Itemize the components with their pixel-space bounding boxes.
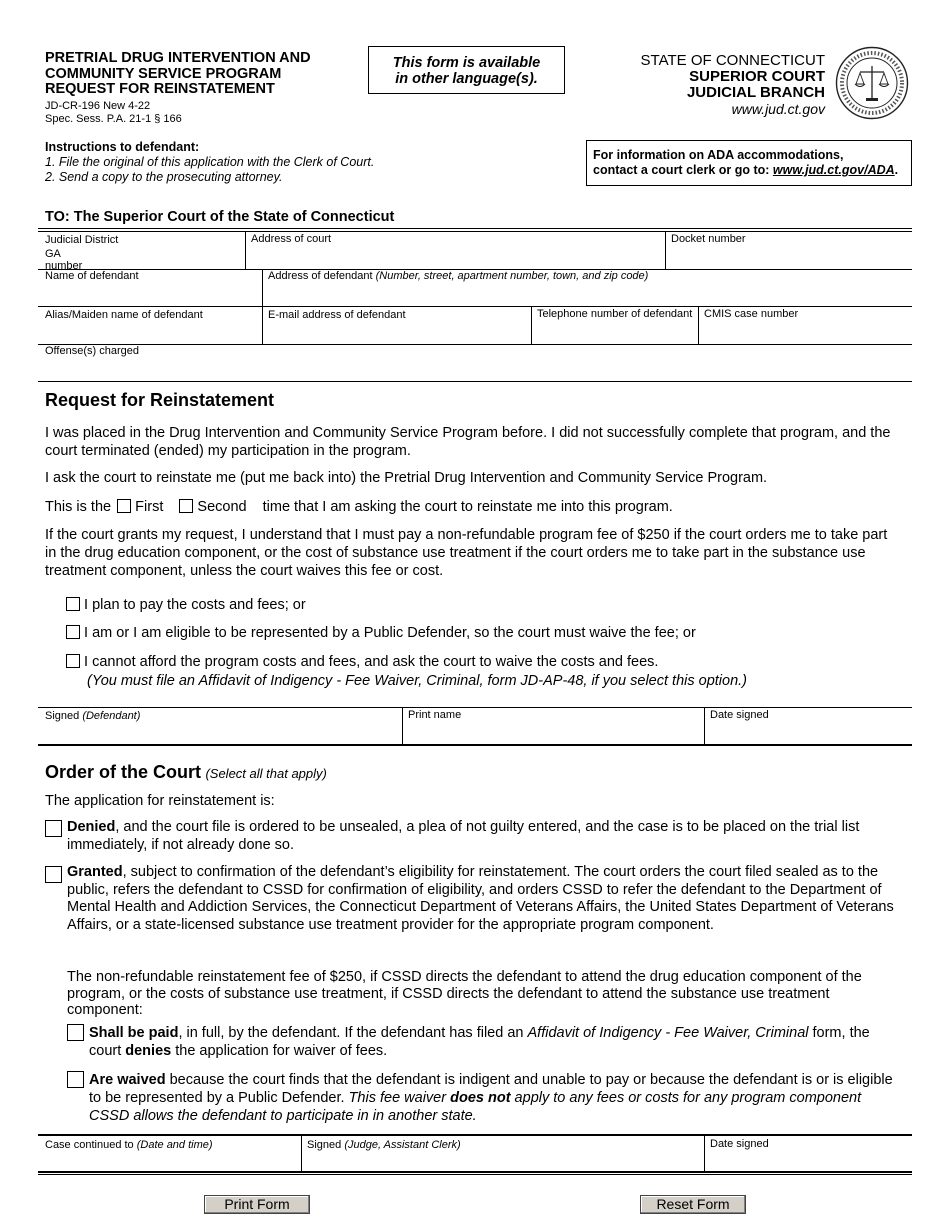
cannot-afford-checkbox[interactable] (66, 654, 80, 668)
court-address-field[interactable]: Address of court (251, 233, 332, 245)
language-notice: This form is available in other language(s). (368, 46, 565, 94)
docket-number-field[interactable]: Docket number (671, 233, 746, 245)
state-seal-icon (835, 46, 909, 120)
denied-checkbox[interactable] (45, 820, 62, 837)
waived-text: Are waived because the court finds that the defendant is indigent and unable to pay or because the defendant is or is eligible to be represented by a Public Defender. This fee waiver does not apply to any fees or costs for any program component CSSD allows the defendant to participate in in another state. (89, 1072, 893, 1124)
judicial-district-field[interactable]: Judicial District GA number (45, 234, 119, 272)
offenses-field[interactable]: Offense(s) charged (45, 345, 139, 357)
public-defender-checkbox[interactable] (66, 625, 80, 639)
shall-be-paid-checkbox[interactable] (67, 1024, 84, 1041)
request-heading: Request for Reinstatement (45, 390, 275, 410)
defendant-address-field[interactable]: Address of defendant (Number, street, apartment number, town, and zip code) (268, 270, 649, 282)
second-checkbox[interactable] (179, 499, 193, 513)
court-identity: STATE OF CONNECTICUT SUPERIOR COURT JUDICIAL BRANCH www.jud.ct.gov (640, 52, 825, 117)
case-continued-field[interactable]: Case continued to (Date and time) (45, 1139, 213, 1151)
statute-reference: Spec. Sess. P.A. 21-1 § 166 (45, 113, 182, 125)
print-name-field[interactable]: Print name (408, 709, 462, 721)
granted-checkbox[interactable] (45, 866, 62, 883)
print-form-button[interactable]: Print Form (204, 1195, 310, 1214)
ada-notice: For information on ADA accommodations, contact a court clerk or go to: www.jud.ct.gov/ADA. (586, 140, 912, 186)
granted-text: Granted, subject to confirmation of the defendant’s eligibility for reinstatement. The court orders the court filed sealed as to the public, refers the defendant to CSSD for confirmation of eligibility, and orders CSSD to refer the defendant to the Department of Mental Health and Addiction Services, the Connecticut Department of Veterans Affairs, the United States Department of Veterans Affairs, or a state-licensed substance use treatment provider for the appropriate program component. (67, 864, 894, 933)
form-title: PRETRIAL DRUG INTERVENTION AND COMMUNITY SERVICE PROGRAM REQUEST FOR REINSTATEMENT (45, 50, 311, 97)
website-text: www.jud.ct.gov (731, 101, 825, 117)
alias-field[interactable]: Alias/Maiden name of defendant (45, 309, 203, 321)
form-number: JD-CR-196 New 4-22 (45, 100, 151, 112)
divider (38, 1171, 912, 1175)
form-meta (45, 100, 182, 126)
fee-intro: The non-refundable reinstatement fee of $250, if CSSD directs the defendant to attend the drug education component of the program, or the costs of substance use treatment, if CSSD directs the defendant to attend the substance use treatment component: (67, 969, 862, 1018)
order-intro: The application for reinstatement is: (45, 793, 275, 809)
divider (38, 744, 912, 746)
request-paragraph-2: I ask the court to reinstate me (put me back into) the Pretrial Drug Intervention and Community Service Program. (45, 470, 768, 486)
divider (38, 228, 912, 232)
order-heading: Order of the Court (Select all that apply) (45, 762, 327, 782)
plan-to-pay-checkbox[interactable] (66, 597, 80, 611)
defendant-signature-field[interactable]: Signed (Defendant) (45, 710, 141, 722)
divider (38, 381, 912, 382)
shall-be-paid-text: Shall be paid, in full, by the defendant. If the defendant has filed an Affidavit of Indigency - Fee Waiver, Criminal form, the court denies the application for waiver of fees. (89, 1025, 870, 1059)
ada-link[interactable]: www.jud.ct.gov/ADA (772, 163, 895, 177)
request-paragraph-1: I was placed in the Drug Intervention and Community Service Program before. I did not successfully complete that program, and the court terminated (ended) my participation in the program. (45, 425, 891, 459)
option-pay: I plan to pay the costs and fees; or (66, 596, 896, 614)
divider (38, 306, 912, 307)
fee-paragraph: If the court grants my request, I understand that I must pay a non-refundable program fee of $250 if the court orders me to take part in the drug education component, or the cost of substance use treatment if the court orders me to take part in the substance use treatment component, unless the court waives this fee or cost. (45, 527, 888, 579)
defendant-name-field[interactable]: Name of defendant (45, 270, 139, 282)
divider (38, 344, 912, 345)
first-checkbox[interactable] (117, 499, 131, 513)
denied-text: Denied, and the court file is ordered to be unsealed, a plea of not guilty entered, and the case is to be placed on the trial list immediately, if not already done so. (67, 819, 860, 853)
reset-form-button[interactable]: Reset Form (640, 1195, 746, 1214)
judge-signature-field[interactable]: Signed (Judge, Assistant Clerk) (307, 1139, 461, 1151)
to-line: TO: The Superior Court of the State of Connecticut (45, 209, 395, 225)
email-field[interactable]: E-mail address of defendant (268, 309, 406, 321)
court-date-field[interactable]: Date signed (710, 1138, 769, 1150)
instructions: Instructions to defendant: 1. File the original of this application with the Clerk of Court. 2. Send a copy to the prosecuting attorney. (45, 140, 375, 184)
option-public-defender: I am or I am eligible to be represented by a Public Defender, so the court must waive the fee; or (66, 624, 896, 642)
cmis-case-field[interactable]: CMIS case number (704, 308, 799, 320)
divider (38, 1134, 912, 1136)
option-cannot-afford-note: (You must file an Affidavit of Indigency - Fee Waiver, Criminal, form JD-AP-48, if you select this option.) (87, 673, 748, 689)
defendant-date-field[interactable]: Date signed (710, 709, 769, 721)
waived-checkbox[interactable] (67, 1071, 84, 1088)
divider (38, 707, 912, 708)
telephone-field[interactable]: Telephone number of defendant (537, 308, 693, 320)
option-cannot-afford: I cannot afford the program costs and fees, and ask the court to waive the costs and fees. (66, 653, 896, 671)
attempt-line: This is the First Second time that I am asking the court to reinstate me into this program. (45, 499, 673, 515)
